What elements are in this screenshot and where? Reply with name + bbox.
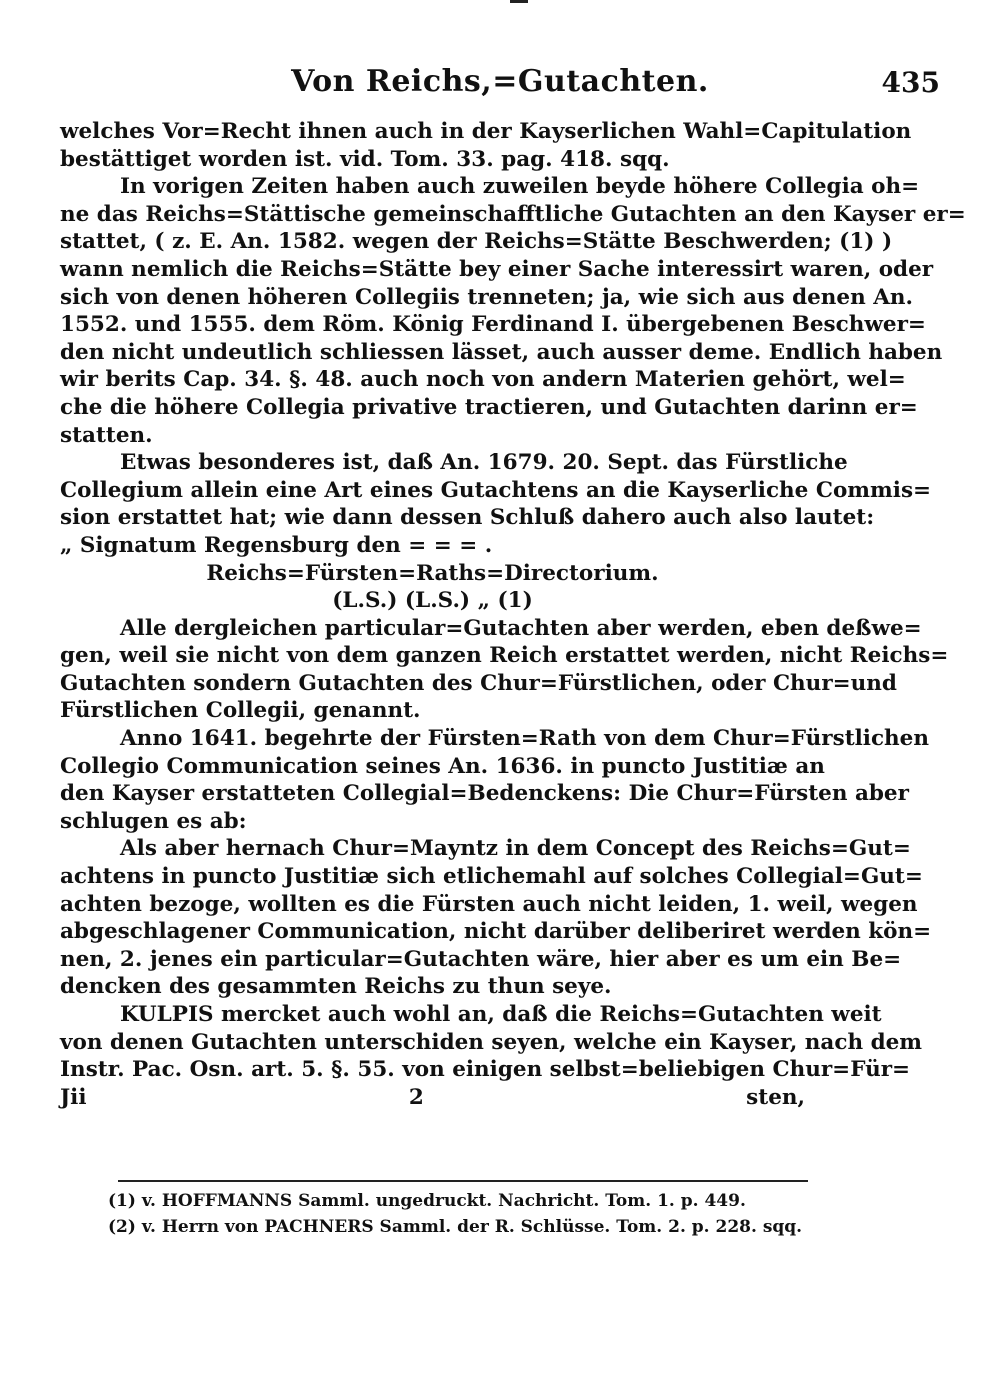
text-line: „ Signatum Regensburg den = = = . — [60, 532, 493, 558]
text-line: ne das Reichs=Stättische gemeinschafftliche Gutachten an den Kayser er= — [60, 201, 966, 227]
text-line: schlugen es ab: — [60, 808, 247, 834]
text-line: Collegio Communication seines An. 1636. in puncto Justitiæ an — [60, 753, 825, 779]
text-line: Instr. Pac. Osn. art. 5. §. 55. von einigen selbst=beliebigen Chur=Für= — [60, 1057, 911, 1083]
page-number: 435 — [881, 66, 940, 99]
text-line: stattet, ( z. E. An. 1582. wegen der Reichs=Stätte Beschwerden; (1) ) — [60, 229, 893, 255]
text-line: dencken des gesammten Reichs zu thun seye. — [60, 974, 612, 1000]
text-line: 1552. und 1555. dem Röm. König Ferdinand I. übergebenen Beschwer= — [60, 312, 926, 338]
text-line: sion erstattet hat; wie dann dessen Schluß dahero auch also lautet: — [60, 505, 875, 531]
text-line: wir berits Cap. 34. §. 48. auch noch von andern Materien gehört, wel= — [60, 367, 906, 393]
footnote: (1) v. HOFFMANNS Samml. ungedruckt. Nachricht. Tom. 1. p. 449. — [108, 1191, 746, 1211]
text-line: nen, 2. jenes ein particular=Gutachten wäre, hier aber es um ein Be= — [60, 946, 902, 972]
text-line: den nicht undeutlich schliessen lässet, auch ausser deme. Endlich haben — [60, 339, 943, 365]
footnote-divider — [118, 1180, 808, 1182]
text-line: welches Vor=Recht ihnen auch in der Kayserlichen Wahl=Capitulation — [60, 119, 912, 144]
signature-custos-line: Jii 2 sten, — [60, 1084, 805, 1110]
footnote: (2) v. Herrn von PACHNERS Samml. der R. Schlüsse. Tom. 2. p. 228. sqq. — [108, 1217, 803, 1237]
text-line: den Kayser erstatteten Collegial=Bedenckens: Die Chur=Fürsten aber — [60, 781, 909, 807]
footnotes — [108, 1188, 808, 1240]
text-line: achten bezoge, wollten es die Fürsten auch nicht leiden, 1. weil, wegen — [60, 891, 918, 917]
text-line: KULPIS mercket auch wohl an, daß die Reichs=Gutachten weit — [120, 1002, 882, 1027]
text-line: Fürstlichen Collegii, genannt. — [60, 698, 421, 724]
text-line: Reichs=Fürsten=Raths=Directorium. — [206, 560, 659, 586]
text-line: achtens in puncto Justitiæ sich etlichemahl auf solches Collegial=Gut= — [60, 864, 923, 890]
text-line: Anno 1641. begehrte der Fürsten=Rath von dem Chur=Fürstlichen — [120, 726, 929, 752]
text-line: Alle dergleichen particular=Gutachten aber werden, eben deßwe= — [120, 615, 922, 641]
text-line: gen, weil sie nicht von dem ganzen Reich erstattet werden, nicht Reichs= — [60, 643, 949, 669]
text-line: statten. — [60, 422, 153, 448]
text-line: bestättiget worden ist. vid. Tom. 33. pag. 418. sqq. — [60, 146, 670, 172]
text-line: Etwas besonderes ist, daß An. 1679. 20. Sept. das Fürstliche — [120, 450, 848, 476]
page-edge-mark — [510, 0, 528, 3]
page-header — [60, 64, 940, 108]
text-line: Collegium allein eine Art eines Gutachtens an die Kayserliche Commis= — [60, 477, 932, 503]
text-line: wann nemlich die Reichs=Stätte bey einer Sache interessirt waren, oder — [60, 256, 934, 282]
text-line: (L.S.) (L.S.) „ (1) — [332, 588, 533, 614]
text-line: abgeschlagener Communication, nicht darüber deliberiret werden kön= — [60, 919, 932, 945]
text-line: In vorigen Zeiten haben auch zuweilen beyde höhere Collegia oh= — [120, 174, 920, 200]
text-line: von denen Gutachten unterschiden seyen, welche ein Kayser, nach dem — [60, 1029, 923, 1055]
text-line: sich von denen höheren Collegiis trenneten; ja, wie sich aus denen An. — [60, 284, 914, 310]
text-line: che die höhere Collegia privative tractieren, und Gutachten darinn er= — [60, 394, 918, 420]
body-text — [60, 118, 966, 1111]
text-line: Als aber hernach Chur=Mayntz in dem Concept des Reichs=Gut= — [120, 836, 911, 862]
text-line: Gutachten sondern Gutachten des Chur=Fürstlichen, oder Chur=und — [60, 670, 897, 696]
running-head: Von Reichs,=Gutachten. — [291, 64, 709, 99]
